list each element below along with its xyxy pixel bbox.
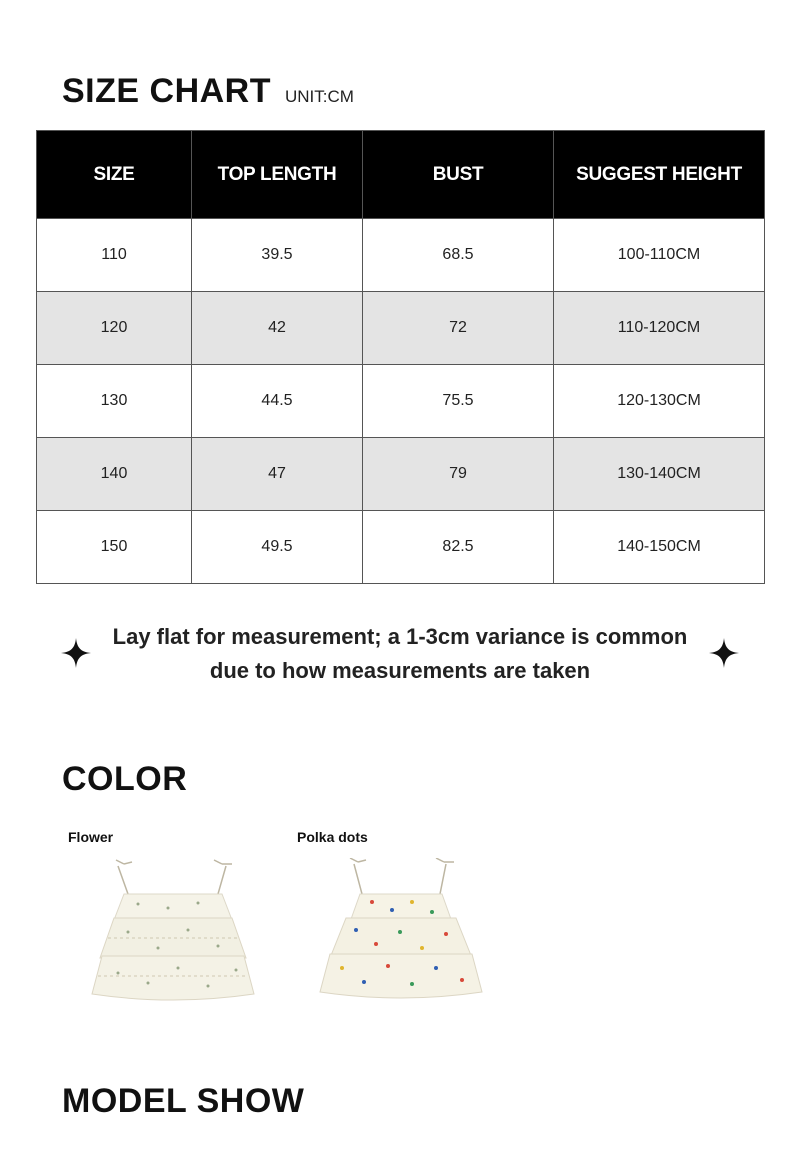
size-table xyxy=(36,130,765,584)
cell-size: 120 xyxy=(37,292,192,365)
cell-bust: 75.5 xyxy=(363,365,554,438)
color-section-title: COLOR xyxy=(62,760,188,798)
measurement-note-line-1: Lay flat for measurement; a 1-3cm variance is common xyxy=(112,624,688,649)
cell-suggest-height: 130-140CM xyxy=(554,438,765,511)
cell-top-length: 44.5 xyxy=(192,365,363,438)
cell-bust: 72 xyxy=(363,292,554,365)
measurement-note xyxy=(100,620,700,688)
table-row xyxy=(37,365,765,438)
cell-size: 130 xyxy=(37,365,192,438)
cell-top-length: 47 xyxy=(192,438,363,511)
cell-size: 110 xyxy=(37,219,192,292)
cell-bust: 79 xyxy=(363,438,554,511)
table-row xyxy=(37,511,765,584)
cell-top-length: 49.5 xyxy=(192,511,363,584)
column-header-bust: BUST xyxy=(363,131,554,219)
sparkle-icon xyxy=(709,638,739,668)
page-title: SIZE CHART xyxy=(62,72,271,110)
cell-size: 140 xyxy=(37,438,192,511)
cell-bust: 68.5 xyxy=(363,219,554,292)
flower-top-image xyxy=(88,858,258,1008)
cell-suggest-height: 120-130CM xyxy=(554,365,765,438)
unit-label: UNIT:CM xyxy=(285,87,354,106)
column-header-suggest-height: SUGGEST HEIGHT xyxy=(554,131,765,219)
variant-label-polka-dots: Polka dots xyxy=(297,829,368,845)
variant-label-flower: Flower xyxy=(68,829,114,845)
measurement-note-line-2: due to how measurements are taken xyxy=(209,658,591,683)
polka-dot-top-image xyxy=(316,858,486,1008)
cell-suggest-height: 110-120CM xyxy=(554,292,765,365)
cell-bust: 82.5 xyxy=(363,511,554,584)
table-row xyxy=(37,292,765,365)
cell-top-length: 42 xyxy=(192,292,363,365)
model-show-title: MODEL SHOW xyxy=(62,1082,305,1120)
sparkle-icon xyxy=(61,638,91,668)
cell-size: 150 xyxy=(37,511,192,584)
column-header-top-length: TOP LENGTH xyxy=(192,131,363,219)
column-header-size: SIZE xyxy=(37,131,192,219)
table-row xyxy=(37,219,765,292)
cell-top-length: 39.5 xyxy=(192,219,363,292)
size-table-header-row xyxy=(37,131,765,219)
table-row xyxy=(37,438,765,511)
cell-suggest-height: 100-110CM xyxy=(554,219,765,292)
size-chart-header xyxy=(62,72,354,111)
cell-suggest-height: 140-150CM xyxy=(554,511,765,584)
